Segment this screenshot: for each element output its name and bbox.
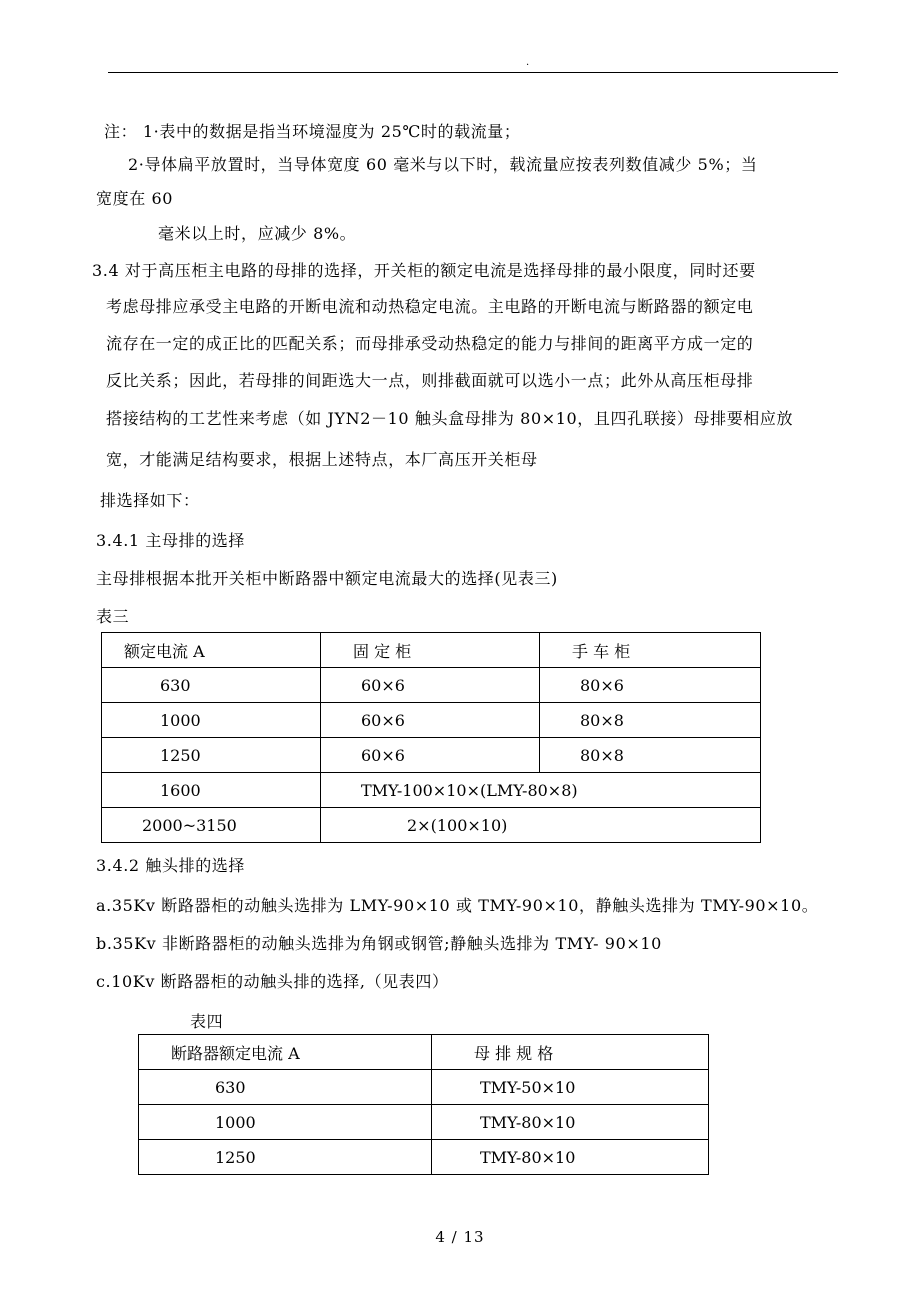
section-3-4-line-2: 考虑母排应承受主电路的开断电流和动热稳定电流。主电路的开断电流与断路器的额定电 xyxy=(106,297,754,316)
table-cell: 2000~3150 xyxy=(102,808,321,843)
table-cell: 1600 xyxy=(102,773,321,808)
note-line-2-cont: 宽度在 60 xyxy=(96,189,174,208)
table-cell: 630 xyxy=(102,668,321,703)
table-cell: TMY-80×10 xyxy=(432,1105,709,1140)
table-cell: 80×8 xyxy=(540,703,761,738)
table-row xyxy=(102,668,761,703)
table-cell: 60×6 xyxy=(321,703,540,738)
table-cell: 1250 xyxy=(102,738,321,773)
section-3-4-2-item-c: c.10Kv 断路器柜的动触头排的选择,（见表四） xyxy=(96,972,449,991)
section-3-4-line-1: 3.4 对于高压柜主电路的母排的选择，开关柜的额定电流是选择母排的最小限度，同时还要 xyxy=(92,261,756,280)
table-row xyxy=(102,633,761,668)
table-row xyxy=(139,1035,709,1070)
note-line-1: 注： 1·表中的数据是指当环境湿度为 25℃时的载流量； xyxy=(104,122,521,141)
table-header-cell: 固 定 柜 xyxy=(321,633,540,668)
table-cell: 630 xyxy=(139,1070,432,1105)
section-3-4-line-5: 搭接结构的工艺性来考虑（如 JYN2－10 触头盒母排为 80×10，且四孔联接）母排要相应放 xyxy=(106,409,794,428)
table-row xyxy=(139,1070,709,1105)
table-cell: 80×8 xyxy=(540,738,761,773)
section-3-4-line-7: 排选择如下： xyxy=(100,491,200,510)
table-row xyxy=(139,1140,709,1175)
note-line-3: 毫米以上时，应减少 8%。 xyxy=(158,224,357,243)
section-3-4-1-heading: 3.4.1 主母排的选择 xyxy=(96,531,245,550)
table-row xyxy=(102,738,761,773)
table4-caption: 表四 xyxy=(190,1012,224,1031)
table-cell: TMY-100×10×(LMY-80×8) xyxy=(321,773,761,808)
table-header-cell: 手 车 柜 xyxy=(540,633,761,668)
table-header-cell: 母 排 规 格 xyxy=(432,1035,709,1070)
note-line-2: 2·导体扁平放置时，当导体宽度 60 毫米与以下时，载流量应按表列数值减少 5%；当 xyxy=(128,155,758,174)
table-cell: TMY-80×10 xyxy=(432,1140,709,1175)
table-cell: 60×6 xyxy=(321,668,540,703)
table-row xyxy=(102,703,761,738)
table-cell: 2×(100×10) xyxy=(321,808,761,843)
section-3-4-line-4: 反比关系；因此，若母排的间距选大一点，则排截面就可以选小一点；此外从高压柜母排 xyxy=(106,371,754,390)
table-row xyxy=(102,773,761,808)
table3 xyxy=(101,632,761,843)
table-header-cell: 断路器额定电流 A xyxy=(139,1035,432,1070)
table-header-cell: 额定电流 A xyxy=(102,633,321,668)
section-3-4-2-heading: 3.4.2 触头排的选择 xyxy=(96,856,245,875)
header-mark: . xyxy=(526,57,530,68)
section-3-4-line-6: 宽，才能满足结构要求，根据上述特点，本厂高压开关柜母 xyxy=(106,450,538,469)
table-cell: 1250 xyxy=(139,1140,432,1175)
table-cell: 60×6 xyxy=(321,738,540,773)
section-3-4-2-item-a: a.35Kv 断路器柜的动触头选排为 LMY-90×10 或 TMY-90×10，静触头选排为 TMY-90×10。 xyxy=(96,896,819,915)
section-3-4-2-item-b: b.35Kv 非断路器柜的动触头选排为角钢或钢管;静触头选排为 TMY- 90×10 xyxy=(96,934,662,953)
table3-caption: 表三 xyxy=(96,607,130,626)
table-row xyxy=(102,808,761,843)
table-cell: 80×6 xyxy=(540,668,761,703)
table-row xyxy=(139,1105,709,1140)
section-3-4-line-3: 流存在一定的成正比的匹配关系；而母排承受动热稳定的能力与排间的距离平方成一定的 xyxy=(106,334,754,353)
header-rule xyxy=(108,72,838,73)
table-cell: 1000 xyxy=(139,1105,432,1140)
page-number: 4 / 13 xyxy=(435,1228,485,1246)
table4 xyxy=(138,1034,709,1175)
section-3-4-1-text: 主母排根据本批开关柜中断路器中额定电流最大的选择(见表三) xyxy=(96,569,558,588)
table-cell: 1000 xyxy=(102,703,321,738)
table-cell: TMY-50×10 xyxy=(432,1070,709,1105)
